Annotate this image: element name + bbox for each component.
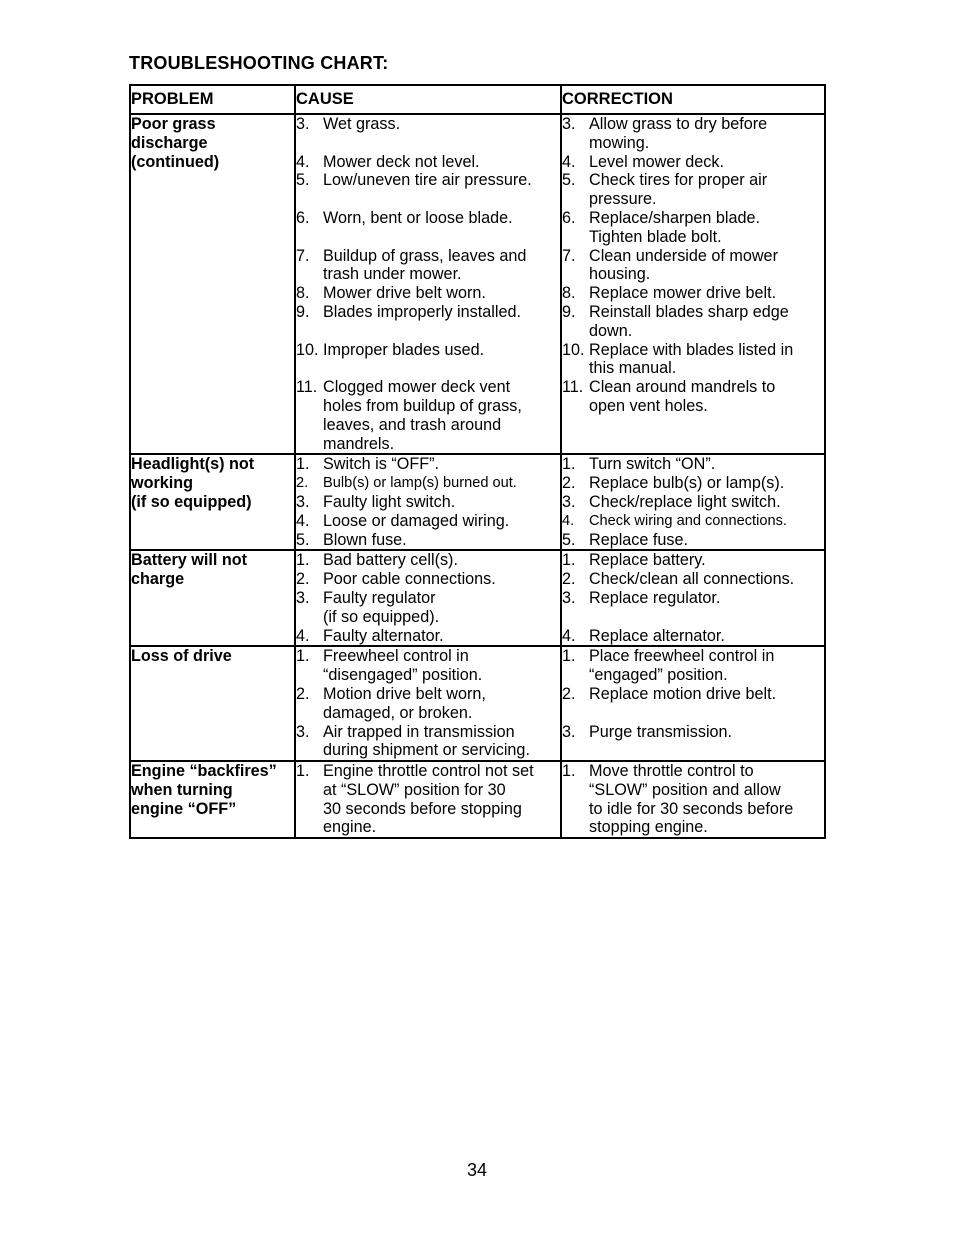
item-line: at “SLOW” position for 30 [323, 780, 506, 799]
cause-cell [295, 761, 561, 838]
item-number: 3. [562, 588, 576, 607]
item-line: engine. [323, 818, 377, 837]
item-line: Replace mower drive belt. [589, 284, 777, 303]
list-item [562, 474, 824, 493]
item-line: Motion drive belt worn, [323, 684, 486, 703]
item-text [589, 551, 824, 570]
item-line: Loose or damaged wiring. [323, 511, 510, 530]
item-text [589, 284, 824, 303]
list-item [296, 493, 560, 512]
list-item [296, 171, 560, 190]
item-line: Move throttle control to [589, 762, 754, 781]
list-item [296, 512, 560, 531]
problem-cell [130, 454, 295, 550]
item-number: 1. [296, 551, 310, 570]
list-item [296, 685, 560, 723]
list-item [562, 284, 824, 303]
item-text [323, 209, 560, 228]
list-item [296, 570, 560, 589]
list-item [562, 723, 824, 742]
item-text [589, 512, 824, 531]
item-number: 8. [562, 284, 576, 303]
list-item [562, 551, 824, 570]
item-line: holes from buildup of grass, [323, 396, 522, 415]
item-number: 3. [562, 492, 576, 511]
item-number: 3. [296, 492, 310, 511]
correction-cell [561, 761, 825, 838]
item-line: Air trapped in transmission [323, 722, 515, 741]
item-line: Replace regulator. [589, 588, 721, 607]
item-text [589, 115, 824, 153]
item-text [589, 209, 824, 228]
item-line: to idle for 30 seconds before [589, 799, 794, 818]
item-line: Faulty alternator. [323, 626, 444, 645]
item-line: 30 seconds before stopping [323, 799, 522, 818]
item-number: 1. [562, 551, 576, 570]
list-item [296, 551, 560, 570]
item-number: 2. [562, 684, 576, 703]
item-line: Allow grass to dry before [589, 115, 768, 133]
item-line: “disengaged” position. [323, 666, 483, 685]
item-line: Blown fuse. [323, 530, 407, 549]
item-number: 5. [562, 171, 576, 190]
item-text [323, 115, 560, 134]
item-line: Replace battery. [589, 551, 706, 570]
problem-cell [130, 550, 295, 646]
list-item [562, 153, 824, 172]
item-text [589, 171, 824, 209]
spacer [296, 228, 560, 247]
item-line: Bad battery cell(s). [323, 551, 458, 570]
item-line: Place freewheel control in [589, 647, 775, 666]
list-item [296, 455, 560, 474]
header-correction: CORRECTION [561, 85, 825, 114]
item-line: this manual. [589, 359, 677, 378]
item-line: Purge transmission. [589, 722, 733, 741]
item-line: Engine throttle control not set [323, 762, 534, 781]
list-item-continuation: Tighten blade bolt. [589, 227, 722, 246]
item-text [323, 153, 560, 172]
list-item [562, 570, 824, 589]
item-number: 3. [296, 722, 310, 741]
item-number: 11. [296, 378, 318, 397]
problem-cell [130, 646, 295, 761]
item-text [589, 762, 824, 837]
item-text [589, 153, 824, 172]
problem-line: discharge [131, 133, 208, 152]
table-body [130, 114, 825, 838]
list-item [562, 455, 824, 474]
item-number: 1. [562, 455, 576, 474]
item-line: stopping engine. [589, 818, 708, 837]
item-number: 9. [296, 302, 310, 321]
table-header-row [130, 85, 825, 114]
item-line: down. [589, 321, 633, 340]
item-line: Check wiring and connections. [589, 512, 787, 529]
item-number: 4. [562, 152, 576, 171]
item-text [323, 551, 560, 570]
item-text [589, 493, 824, 512]
item-number: 4. [562, 626, 576, 645]
item-text [323, 685, 560, 723]
problem-line: Headlight(s) not [131, 455, 255, 474]
item-text [589, 570, 824, 589]
item-text [589, 341, 824, 379]
list-item [562, 378, 824, 416]
item-line: mowing. [589, 133, 650, 152]
item-line: Replace bulb(s) or lamp(s). [589, 474, 785, 493]
list-item [562, 531, 824, 550]
cause-cell [295, 550, 561, 646]
problem-cell [130, 761, 295, 838]
problem-line: working [131, 474, 194, 493]
item-line: Turn switch “ON”. [589, 455, 716, 474]
item-number: 3. [296, 115, 310, 133]
problem-line: Loss of drive [131, 647, 232, 666]
item-number: 6. [296, 208, 310, 227]
problem-line: Battery will not [131, 551, 248, 570]
spacer [562, 704, 824, 723]
list-item [562, 341, 824, 379]
item-line: Freewheel control in [323, 647, 469, 666]
item-line: (if so equipped). [323, 607, 440, 626]
item-line: Mower drive belt worn. [323, 284, 486, 303]
table-row [130, 454, 825, 550]
item-number: 10. [562, 340, 585, 359]
list-item [296, 531, 560, 550]
list-item [296, 303, 560, 322]
item-text [323, 474, 560, 493]
item-number: 5. [296, 530, 310, 549]
list-item [562, 303, 824, 341]
list-item [296, 153, 560, 172]
item-line: Reinstall blades sharp edge [589, 302, 789, 321]
item-text [323, 247, 560, 285]
item-line: Check tires for proper air [589, 171, 768, 190]
item-text [323, 723, 560, 761]
item-number: 4. [296, 511, 310, 530]
list-item [296, 341, 560, 360]
spacer [296, 359, 560, 378]
item-text [323, 762, 560, 837]
item-line: Clean around mandrels to [589, 378, 776, 397]
item-text [323, 570, 560, 589]
list-item [296, 378, 560, 453]
item-text [323, 589, 560, 627]
correction-cell [561, 114, 825, 454]
cause-cell [295, 114, 561, 454]
item-text [323, 341, 560, 360]
item-number: 5. [562, 530, 576, 549]
item-number: 9. [562, 302, 576, 321]
spacer [296, 134, 560, 153]
list-item [562, 627, 824, 646]
list-item [296, 115, 560, 134]
item-line: Low/uneven tire air pressure. [323, 171, 532, 190]
problem-line: Engine “backfires” [131, 762, 277, 781]
item-line: leaves, and trash around [323, 415, 502, 434]
item-line: Worn, bent or loose blade. [323, 208, 513, 227]
item-line: housing. [589, 265, 651, 284]
list-item [562, 115, 824, 153]
correction-cell [561, 454, 825, 550]
item-number: 1. [562, 762, 576, 781]
item-text [589, 303, 824, 341]
correction-cell [561, 550, 825, 646]
item-text [589, 647, 824, 685]
item-text [589, 247, 824, 285]
item-line: Replace alternator. [589, 626, 725, 645]
item-text [323, 303, 560, 322]
item-line: Replace motion drive belt. [589, 684, 777, 703]
item-line: Poor cable connections. [323, 570, 496, 589]
item-line: open vent holes. [589, 396, 708, 415]
item-text [589, 723, 824, 742]
list-item [562, 762, 824, 837]
item-line: damaged, or broken. [323, 703, 473, 722]
header-cause: CAUSE [295, 85, 561, 114]
list-item [296, 723, 560, 761]
list-item [562, 589, 824, 608]
item-line: Faulty regulator [323, 588, 436, 607]
table-row [130, 646, 825, 761]
item-line: Replace/sharpen blade. [589, 208, 760, 227]
item-text [323, 512, 560, 531]
item-text [589, 685, 824, 704]
problem-line: charge [131, 570, 185, 589]
cause-cell [295, 646, 561, 761]
problem-line: engine “OFF” [131, 799, 237, 818]
item-text [323, 455, 560, 474]
list-item [562, 493, 824, 512]
item-line: pressure. [589, 190, 657, 209]
item-line: Blades improperly installed. [323, 302, 521, 321]
item-line: Clean underside of mower [589, 246, 778, 265]
item-number: 1. [296, 455, 310, 474]
item-number: 3. [562, 115, 576, 133]
item-number: 2. [296, 475, 309, 492]
list-item [296, 589, 560, 627]
correction-cell [561, 646, 825, 761]
table-row [130, 761, 825, 838]
item-line: Switch is “OFF”. [323, 455, 440, 474]
list-item [296, 647, 560, 685]
item-line: Clogged mower deck vent [323, 378, 511, 397]
item-text [323, 171, 560, 190]
header-problem: PROBLEM [130, 85, 295, 114]
item-number: 2. [562, 474, 576, 493]
item-number: 1. [562, 647, 576, 666]
list-item [296, 627, 560, 646]
list-item [562, 647, 824, 685]
item-line: Wet grass. [323, 115, 401, 133]
item-text [323, 493, 560, 512]
list-item [562, 247, 824, 285]
list-item [562, 685, 824, 704]
page-number: 34 [466, 1160, 488, 1180]
item-line: Check/clean all connections. [589, 570, 795, 589]
problem-line: (if so equipped) [131, 492, 252, 511]
spacer [296, 322, 560, 341]
item-number: 11. [562, 378, 584, 397]
item-line: Improper blades used. [323, 340, 485, 359]
list-item [296, 284, 560, 303]
item-text [589, 531, 824, 550]
problem-line: Poor grass [131, 115, 216, 133]
problem-cell [130, 114, 295, 454]
item-text [589, 455, 824, 474]
item-number: 4. [296, 626, 310, 645]
item-number: 2. [296, 570, 310, 589]
item-text [323, 627, 560, 646]
item-line: Faulty light switch. [323, 492, 456, 511]
item-number: 8. [296, 284, 310, 303]
item-text [589, 589, 824, 608]
item-number: 7. [562, 246, 576, 265]
page-title: TROUBLESHOOTING CHART: [129, 53, 389, 73]
item-number: 2. [296, 684, 310, 703]
list-item [296, 762, 560, 837]
problem-line: (continued) [131, 152, 220, 171]
item-number: 1. [296, 762, 310, 781]
item-line: during shipment or servicing. [323, 741, 530, 760]
item-text [323, 378, 560, 453]
table-row [130, 114, 825, 454]
item-text [589, 378, 824, 416]
troubleshooting-table [129, 84, 826, 839]
item-number: 1. [296, 647, 310, 666]
problem-line: when turning [131, 780, 233, 799]
item-number: 3. [296, 588, 310, 607]
list-item [296, 247, 560, 285]
item-line: Buildup of grass, leaves and [323, 246, 527, 265]
item-line: Mower deck not level. [323, 152, 480, 171]
item-number: 10. [296, 340, 319, 359]
item-line: mandrels. [323, 434, 395, 453]
item-number: 3. [562, 722, 576, 741]
item-line: Bulb(s) or lamp(s) burned out. [323, 475, 517, 492]
spacer [562, 608, 824, 627]
item-line: “SLOW” position and allow [589, 780, 781, 799]
spacer [296, 190, 560, 209]
table-row [130, 550, 825, 646]
item-text [323, 284, 560, 303]
cause-cell [295, 454, 561, 550]
list-item [296, 209, 560, 228]
list-item [562, 209, 824, 228]
item-line: Check/replace light switch. [589, 492, 781, 511]
item-line: trash under mower. [323, 265, 462, 284]
item-text [323, 531, 560, 550]
list-item [296, 474, 560, 493]
item-text [589, 627, 824, 646]
item-line: Replace fuse. [589, 530, 688, 549]
item-number: 2. [562, 570, 576, 589]
item-number: 5. [296, 171, 310, 190]
item-line: Level mower deck. [589, 152, 724, 171]
list-item [562, 171, 824, 209]
item-line: “engaged” position. [589, 666, 728, 685]
item-number: 4. [296, 152, 310, 171]
item-number: 7. [296, 246, 310, 265]
item-number: 4. [562, 512, 575, 529]
list-item [562, 512, 824, 531]
item-text [323, 647, 560, 685]
item-line: Replace with blades listed in [589, 340, 794, 359]
item-number: 6. [562, 208, 576, 227]
item-text [589, 474, 824, 493]
